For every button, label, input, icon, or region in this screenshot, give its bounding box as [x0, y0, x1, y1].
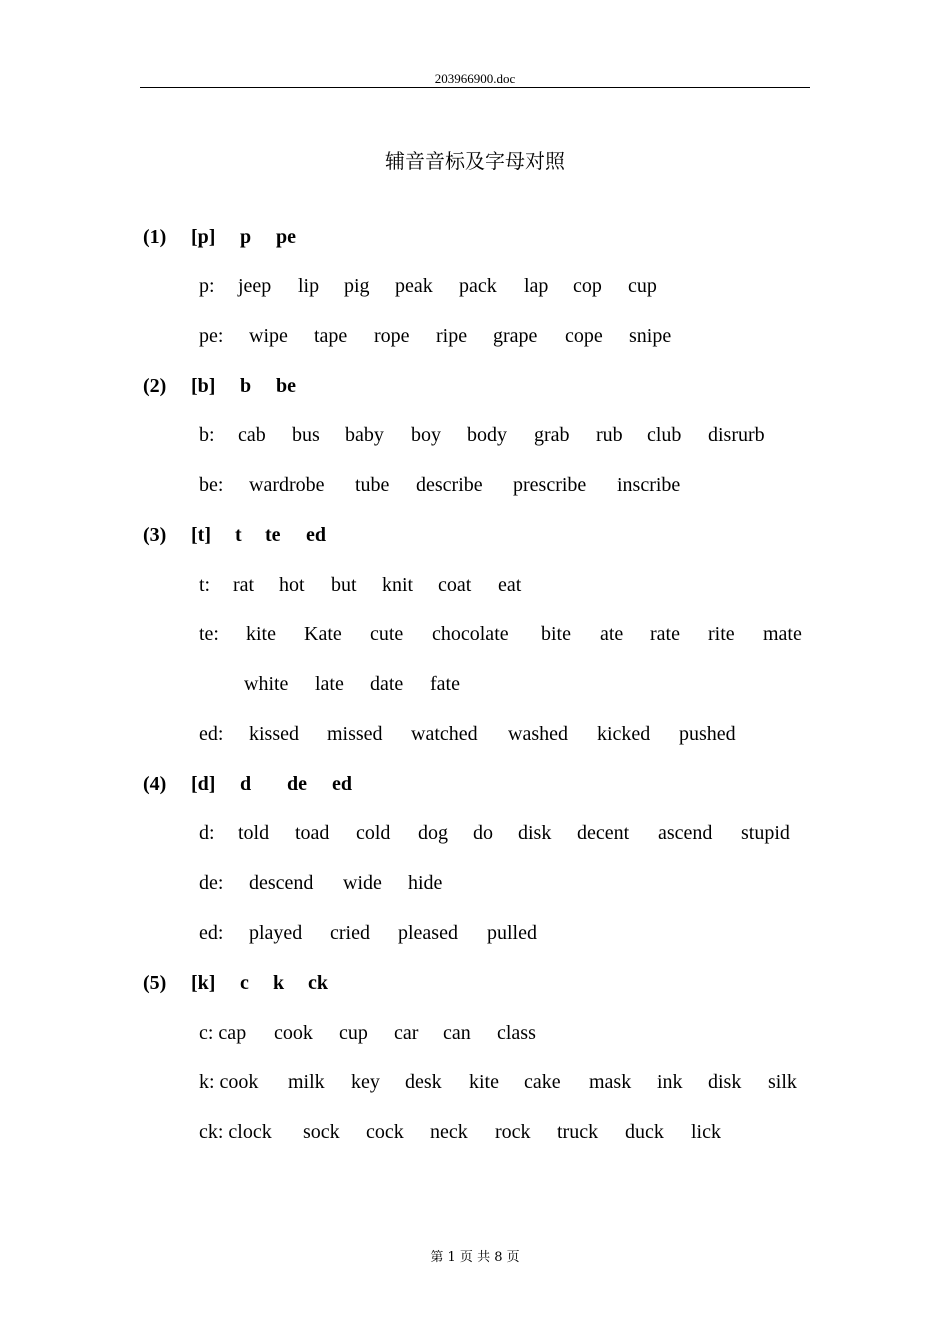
word: de: [199, 872, 224, 894]
word: disrurb [708, 424, 765, 446]
word: cup [339, 1022, 368, 1044]
footer-current-page: 1 [447, 1250, 456, 1265]
heading-token: [p] [191, 226, 216, 248]
word-list-line [0, 571, 950, 599]
heading-token: [t] [191, 524, 211, 546]
word: duck [625, 1121, 664, 1143]
word: cop [573, 275, 602, 297]
word: cab [238, 424, 266, 446]
word: cock [366, 1121, 404, 1143]
section-heading [0, 969, 950, 997]
word: snipe [629, 325, 672, 347]
heading-token: [b] [191, 375, 216, 397]
heading-token: c [240, 972, 249, 994]
word: wipe [249, 325, 288, 347]
word: disk [518, 822, 552, 844]
word: lick [691, 1121, 721, 1143]
word: disk [708, 1071, 742, 1093]
word: rite [708, 623, 735, 645]
word: hide [408, 872, 443, 894]
word: key [351, 1071, 380, 1093]
heading-token: de [287, 773, 307, 795]
word: kicked [597, 723, 651, 745]
word: baby [345, 424, 384, 446]
word: cope [565, 325, 603, 347]
word-list-line [0, 919, 950, 947]
section-heading [0, 770, 950, 798]
heading-token: ed [332, 773, 352, 795]
word-list-line [0, 421, 950, 449]
word: be: [199, 474, 224, 496]
word: wardrobe [249, 474, 325, 496]
word: washed [508, 723, 568, 745]
word: wide [343, 872, 382, 894]
word: date [370, 673, 404, 695]
footer-label-before: 第 [430, 1250, 444, 1265]
word-list-line [0, 1019, 950, 1047]
word: eat [498, 574, 522, 596]
word: knit [382, 574, 414, 596]
word: watched [411, 723, 478, 745]
word: told [238, 822, 270, 844]
word-list-line [0, 1068, 950, 1096]
heading-token: ed [306, 524, 326, 546]
word: desk [405, 1071, 442, 1093]
word: c: cap [199, 1022, 247, 1044]
word-list-line [0, 322, 950, 350]
word: fate [430, 673, 460, 695]
word: decent [577, 822, 630, 844]
word: milk [288, 1071, 325, 1093]
footer-label-after: 页 [506, 1250, 520, 1265]
word: played [249, 922, 303, 944]
word: car [394, 1022, 419, 1044]
word: kite [469, 1071, 499, 1093]
heading-token: te [265, 524, 281, 546]
word: pulled [487, 922, 537, 944]
word: bus [292, 424, 320, 446]
word: pack [459, 275, 497, 297]
word: cold [356, 822, 391, 844]
word: rat [233, 574, 255, 596]
word: bite [541, 623, 571, 645]
word: grape [493, 325, 538, 347]
section-heading [0, 223, 950, 251]
heading-token: k [273, 972, 285, 994]
word: tube [355, 474, 390, 496]
word: ink [657, 1071, 683, 1093]
word: coat [438, 574, 472, 596]
word: rub [596, 424, 623, 446]
word: descend [249, 872, 314, 894]
word: grab [534, 424, 570, 446]
word: boy [411, 424, 441, 446]
word: pig [344, 275, 370, 297]
word: white [244, 673, 289, 695]
word: cook [274, 1022, 313, 1044]
word: silk [768, 1071, 797, 1093]
word-list-line [0, 819, 950, 847]
word: cried [330, 922, 370, 944]
word: ate [600, 623, 624, 645]
word: club [647, 424, 682, 446]
section-heading [0, 372, 950, 400]
word: k: cook [199, 1071, 259, 1093]
header-filename: 203966900.doc [434, 71, 516, 86]
word-list-line [0, 720, 950, 748]
word: body [467, 424, 507, 446]
word: t: [199, 574, 211, 596]
page-footer [0, 1249, 950, 1267]
word: late [315, 673, 344, 695]
word: ed: [199, 922, 224, 944]
word: te: [199, 623, 219, 645]
word: chocolate [432, 623, 509, 645]
word: neck [430, 1121, 468, 1143]
word: tape [314, 325, 348, 347]
word: do [473, 822, 493, 844]
word: pushed [679, 723, 736, 745]
heading-token: pe [276, 226, 296, 248]
page-title: 辅音音标及字母对照 [385, 149, 565, 173]
heading-token: b [240, 375, 252, 397]
word-list-line [0, 471, 950, 499]
footer-total-pages: 8 [494, 1250, 503, 1265]
word: can [443, 1022, 471, 1044]
word: lap [524, 275, 549, 297]
word: but [331, 574, 357, 596]
word: mask [589, 1071, 632, 1093]
word: missed [327, 723, 383, 745]
word: Kate [304, 623, 342, 645]
page-header [140, 70, 810, 88]
word: rope [374, 325, 410, 347]
heading-token: be [276, 375, 296, 397]
word: peak [395, 275, 433, 297]
word-list-line [0, 272, 950, 300]
word: ripe [436, 325, 468, 347]
word: p: [199, 275, 215, 297]
word: cake [524, 1071, 561, 1093]
word: prescribe [513, 474, 587, 496]
word: mate [763, 623, 802, 645]
heading-token: (2) [143, 375, 167, 397]
word: inscribe [617, 474, 681, 496]
word: dog [418, 822, 448, 844]
heading-token: t [235, 524, 242, 546]
word: cute [370, 623, 404, 645]
heading-token: [k] [191, 972, 216, 994]
word: pleased [398, 922, 458, 944]
word: ck: clock [199, 1121, 272, 1143]
heading-token: d [240, 773, 252, 795]
heading-token: p [240, 226, 252, 248]
word: rate [650, 623, 680, 645]
word: pe: [199, 325, 224, 347]
word: cup [628, 275, 657, 297]
word: ascend [658, 822, 713, 844]
footer-label-page: 页 [459, 1250, 473, 1265]
word: hot [279, 574, 305, 596]
heading-token: (4) [143, 773, 167, 795]
word-list-line [0, 1118, 950, 1146]
word: rock [495, 1121, 531, 1143]
word-list-line [0, 670, 950, 698]
word: jeep [238, 275, 272, 297]
heading-token: (1) [143, 226, 167, 248]
word-list-line [0, 620, 950, 648]
word: d: [199, 822, 215, 844]
section-heading [0, 521, 950, 549]
word: b: [199, 424, 215, 446]
word-list-line [0, 869, 950, 897]
word: stupid [741, 822, 790, 844]
heading-token: (3) [143, 524, 167, 546]
word: kissed [249, 723, 299, 745]
footer-label-total: 共 [477, 1250, 491, 1265]
heading-token: ck [308, 972, 328, 994]
word: truck [557, 1121, 599, 1143]
word: class [497, 1022, 536, 1044]
word: sock [303, 1121, 340, 1143]
heading-token: (5) [143, 972, 167, 994]
heading-token: [d] [191, 773, 216, 795]
word: toad [295, 822, 330, 844]
word: lip [298, 275, 320, 297]
word: ed: [199, 723, 224, 745]
word: kite [246, 623, 276, 645]
word: describe [416, 474, 483, 496]
